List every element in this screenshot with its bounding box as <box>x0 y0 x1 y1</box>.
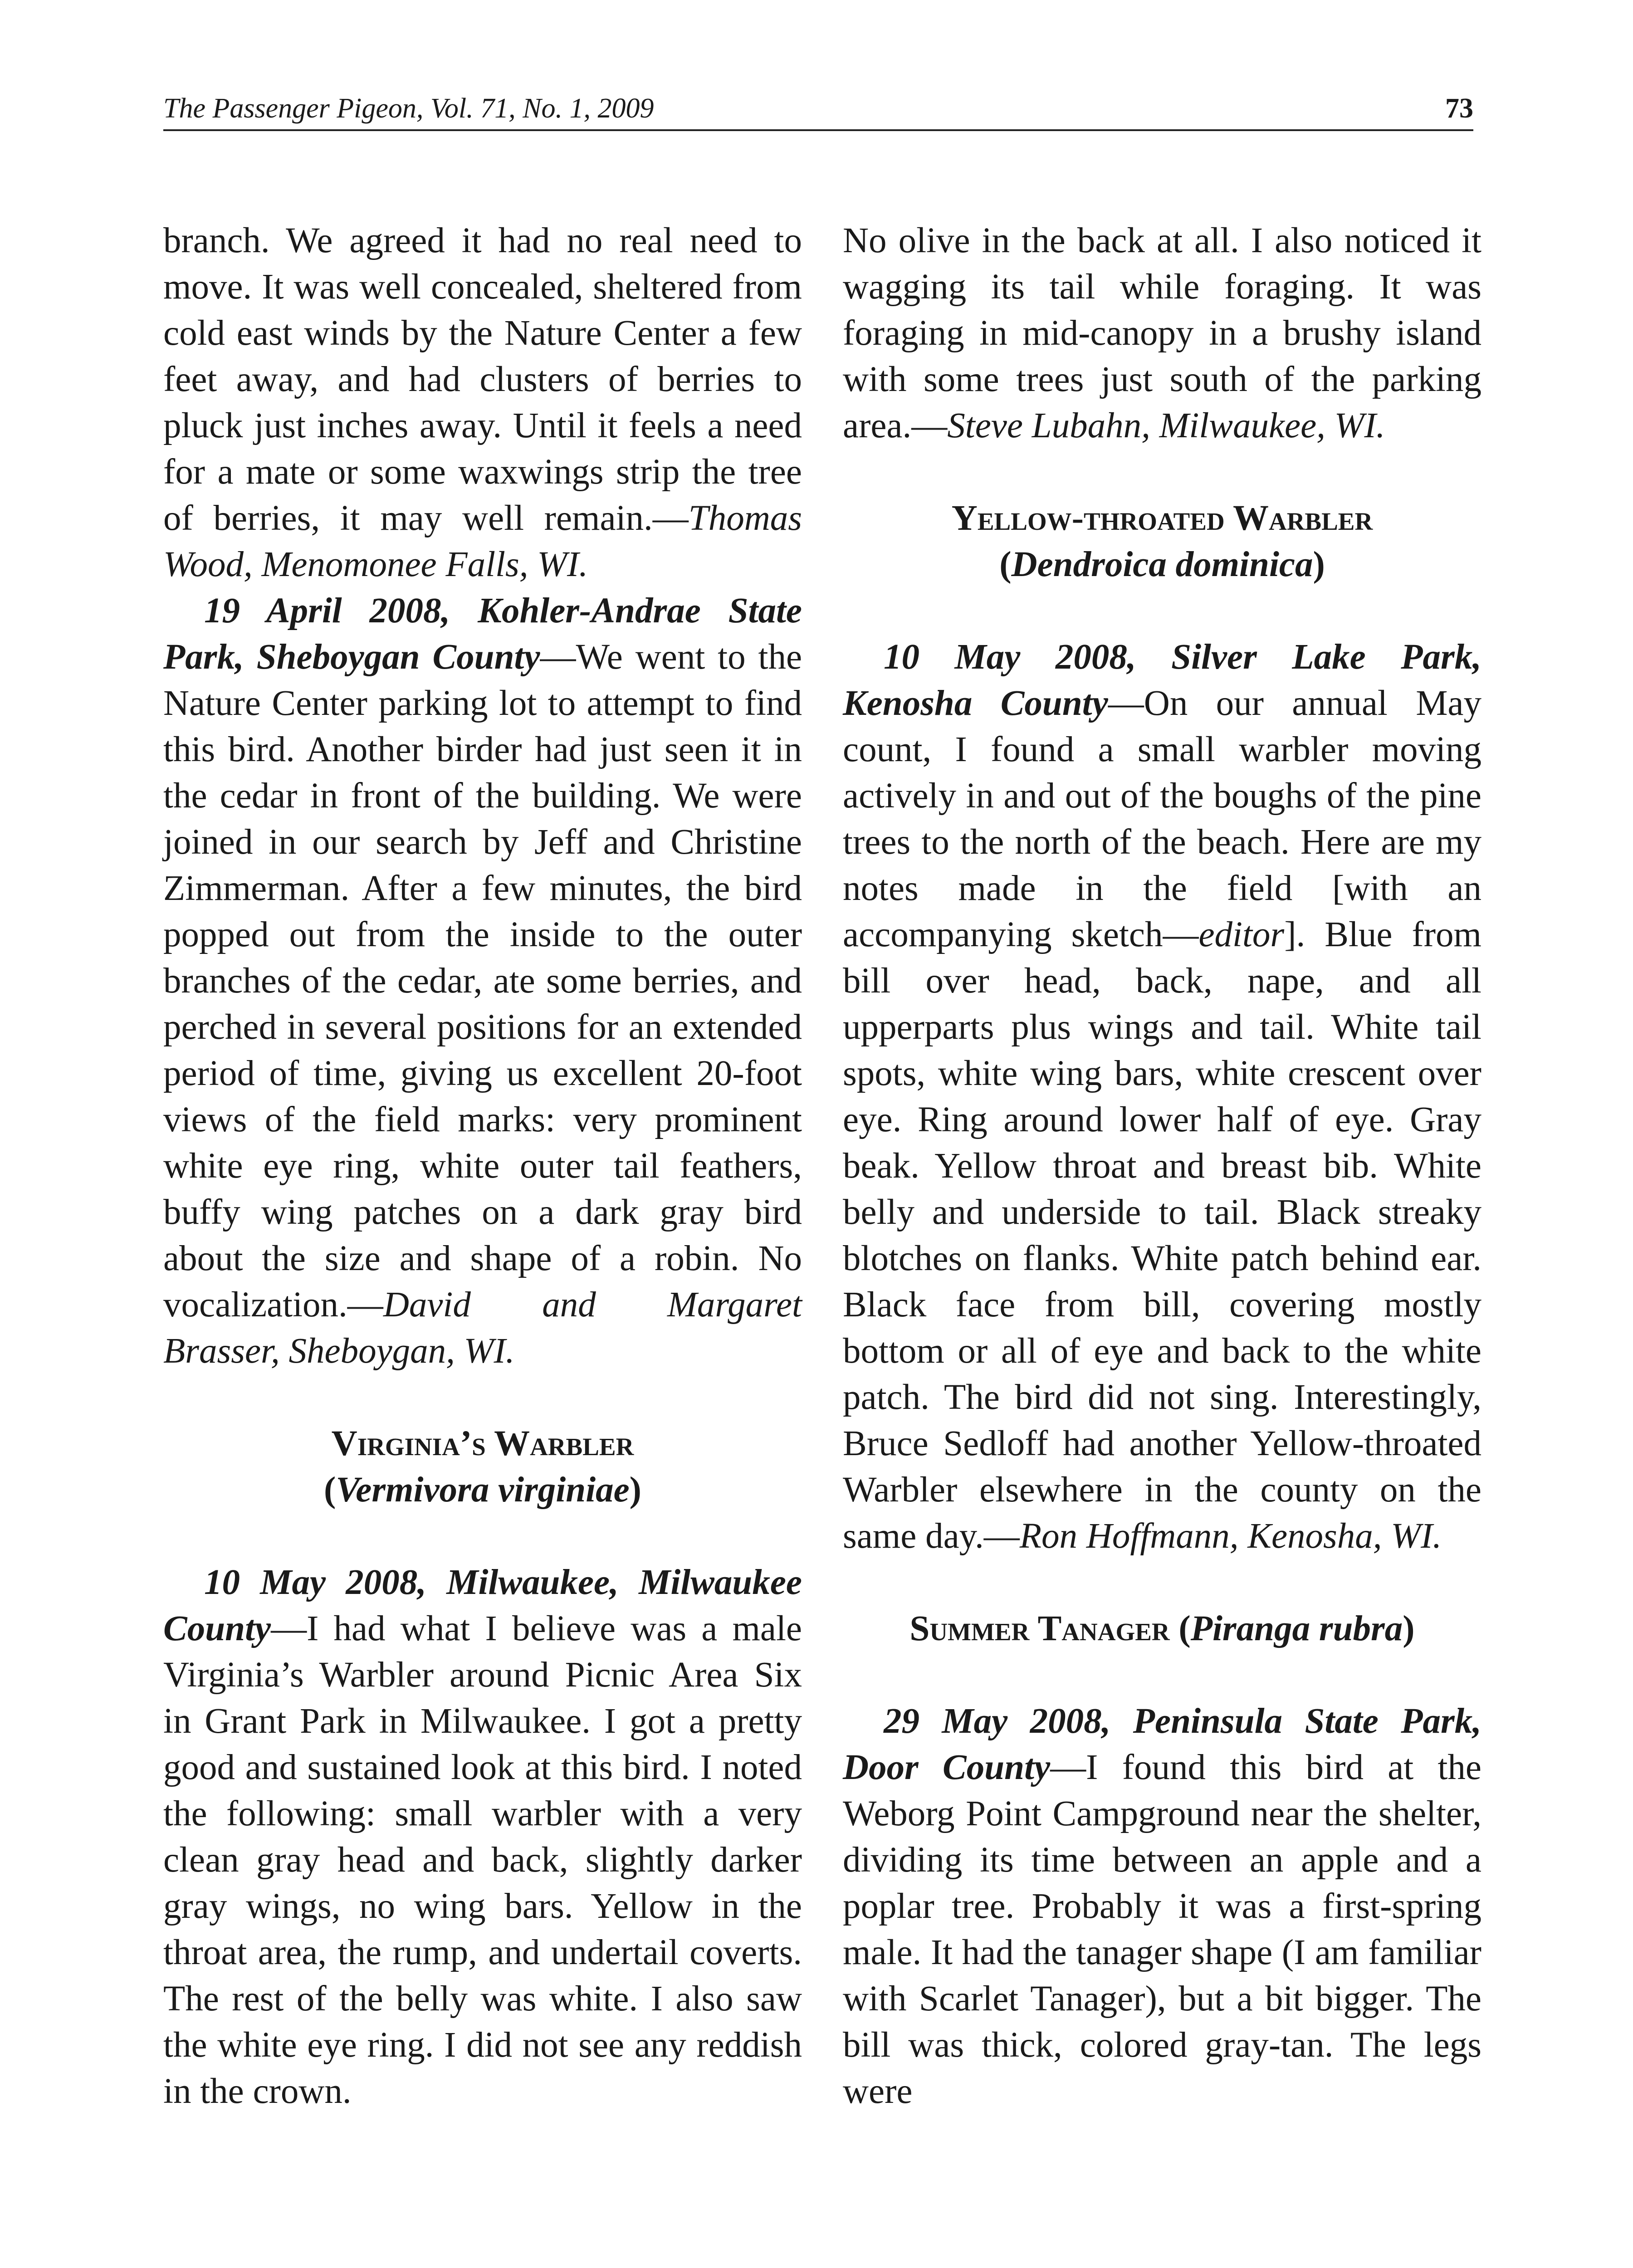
journal-title: The Passenger Pigeon, Vol. 71, No. 1, 2009 <box>163 93 654 124</box>
page-number: 73 <box>1445 93 1473 124</box>
paragraph-text: branch. We agreed it had no real need to move. It was well concealed, sheltered from cold east winds by the Nature Center a few feet away, and had clusters of berries to pluck just inches away. Until it feels a need for a mate or some waxwings strip the tree of berries, it may well remain.— <box>163 221 802 538</box>
entry-lead: 10 May 2008, Silver Lake Park, Kenosha County <box>843 637 1481 723</box>
paragraph-text: —I had what I believe was a male Virginia’s Warbler around Picnic Area Six in Grant Park in Milwaukee. I got a pretty good and sustained look at this bird. I noted the following: small warbler with a very clean gray head and back, slightly darker gray wings, no wing bars. Yellow in the throat area, the rump, and undertail coverts. The rest of the belly was white. I also saw the white eye ring. I did not see any reddish in the crown. <box>163 1609 802 2111</box>
paragraph-text: No olive in the back at all. I also noticed it wagging its tail while foraging. It was foraging in mid-canopy in a brushy island with some trees just south of the parking area.— <box>843 221 1481 445</box>
editor-note: editor <box>1198 915 1285 954</box>
species-scientific-name: Piranga rubra <box>1190 1609 1403 1648</box>
author-signature: Thomas Wood, Menomonee Falls, WI. <box>163 499 802 584</box>
paragraph-text: ]. Blue from bill over head, back, nape, and all upperparts plus wings and tail. White tail spots, white wing bars, white crescent over eye. Ring around lower half of eye. Gray beak. Yellow throat and breast bib. White belly and underside to tail. Black streaky blotches on flanks. White patch behind ear. Black face from bill, covering mostly bottom or all of eye and back to the white patch. The bird did not sing. Interestingly, Bruce Sedloff had another Yellow-throated Warbler elsewhere in the county on the same day.— <box>843 915 1481 1556</box>
running-header <box>163 88 1473 131</box>
paragraph-text: —On our annual May count, I found a small warbler moving actively in and out of the boughs of the pine trees to the north of the beach. Here are my notes made in the field [with an accompanying sketch— <box>843 684 1481 954</box>
paragraph-virginias-warbler <box>163 1559 802 2115</box>
paragraph-yellow-throated-warbler <box>843 634 1481 1559</box>
entry-lead: 19 April 2008, Kohler-Andrae State Park, Sheboygan County <box>163 591 802 677</box>
entry-lead: 10 May 2008, Milwaukee, Milwaukee County <box>163 1563 802 1648</box>
species-heading-virginias-warbler <box>163 1421 802 1513</box>
paragraph-lubahn <box>843 218 1481 449</box>
author-signature: David and Margaret Brasser, Sheboygan, WI. <box>163 1285 802 1371</box>
author-signature: Ron Hoffmann, Kenosha, WI. <box>1019 1516 1442 1556</box>
author-signature: Steve Lubahn, Milwaukee, WI. <box>947 406 1385 445</box>
species-scientific-line: (Dendroica dominica) <box>999 545 1325 584</box>
species-scientific-name: Dendroica dominica <box>1011 545 1313 584</box>
paragraph-brasser <box>163 588 802 1374</box>
right-column <box>843 218 1481 2115</box>
paragraph-text: —We went to the Nature Center parking lot to attempt to find this bird. Another birder had just seen it in the cedar in front of the building. We were joined in our search by Jeff and Christine Zimmerman. After a few minutes, the bird popped out from the inside to the outer branches of the cedar, ate some berries, and perched in several positions for an extended period of time, giving us excellent 20-foot views of the field marks: very prominent white eye ring, white outer tail feathers, buffy wing patches on a dark gray bird about the size and shape of a robin. No vocalization.— <box>163 637 802 1325</box>
paragraph-summer-tanager <box>843 1698 1481 2115</box>
species-heading-summer-tanager: Summer Tanager (Piranga rubra) <box>909 1609 1415 1648</box>
left-column <box>163 218 802 2115</box>
paragraph-text: —I found this bird at the Weborg Point Campground near the shelter, dividing its time between an apple and a poplar tree. Probably it was a first-spring male. It had the tanager shape (I am familiar with Scarlet Tanager), but a bit bigger. The bill was thick, colored gray-tan. The legs were <box>843 1748 1481 2111</box>
species-scientific-line: (Vermivora virginiae) <box>324 1470 641 1510</box>
species-common-name: Summer Tanager <box>909 1609 1170 1648</box>
paragraph-thomas-wood <box>163 218 802 588</box>
species-scientific-name: Vermivora virginiae <box>336 1470 630 1510</box>
entry-lead: 29 May 2008, Peninsula State Park, Door County <box>843 1701 1481 1787</box>
species-common-name: Virginia’s Warbler <box>331 1424 634 1463</box>
species-heading-yellow-throated-warbler <box>843 495 1481 588</box>
species-common-name: Yellow-throated Warbler <box>951 499 1373 538</box>
